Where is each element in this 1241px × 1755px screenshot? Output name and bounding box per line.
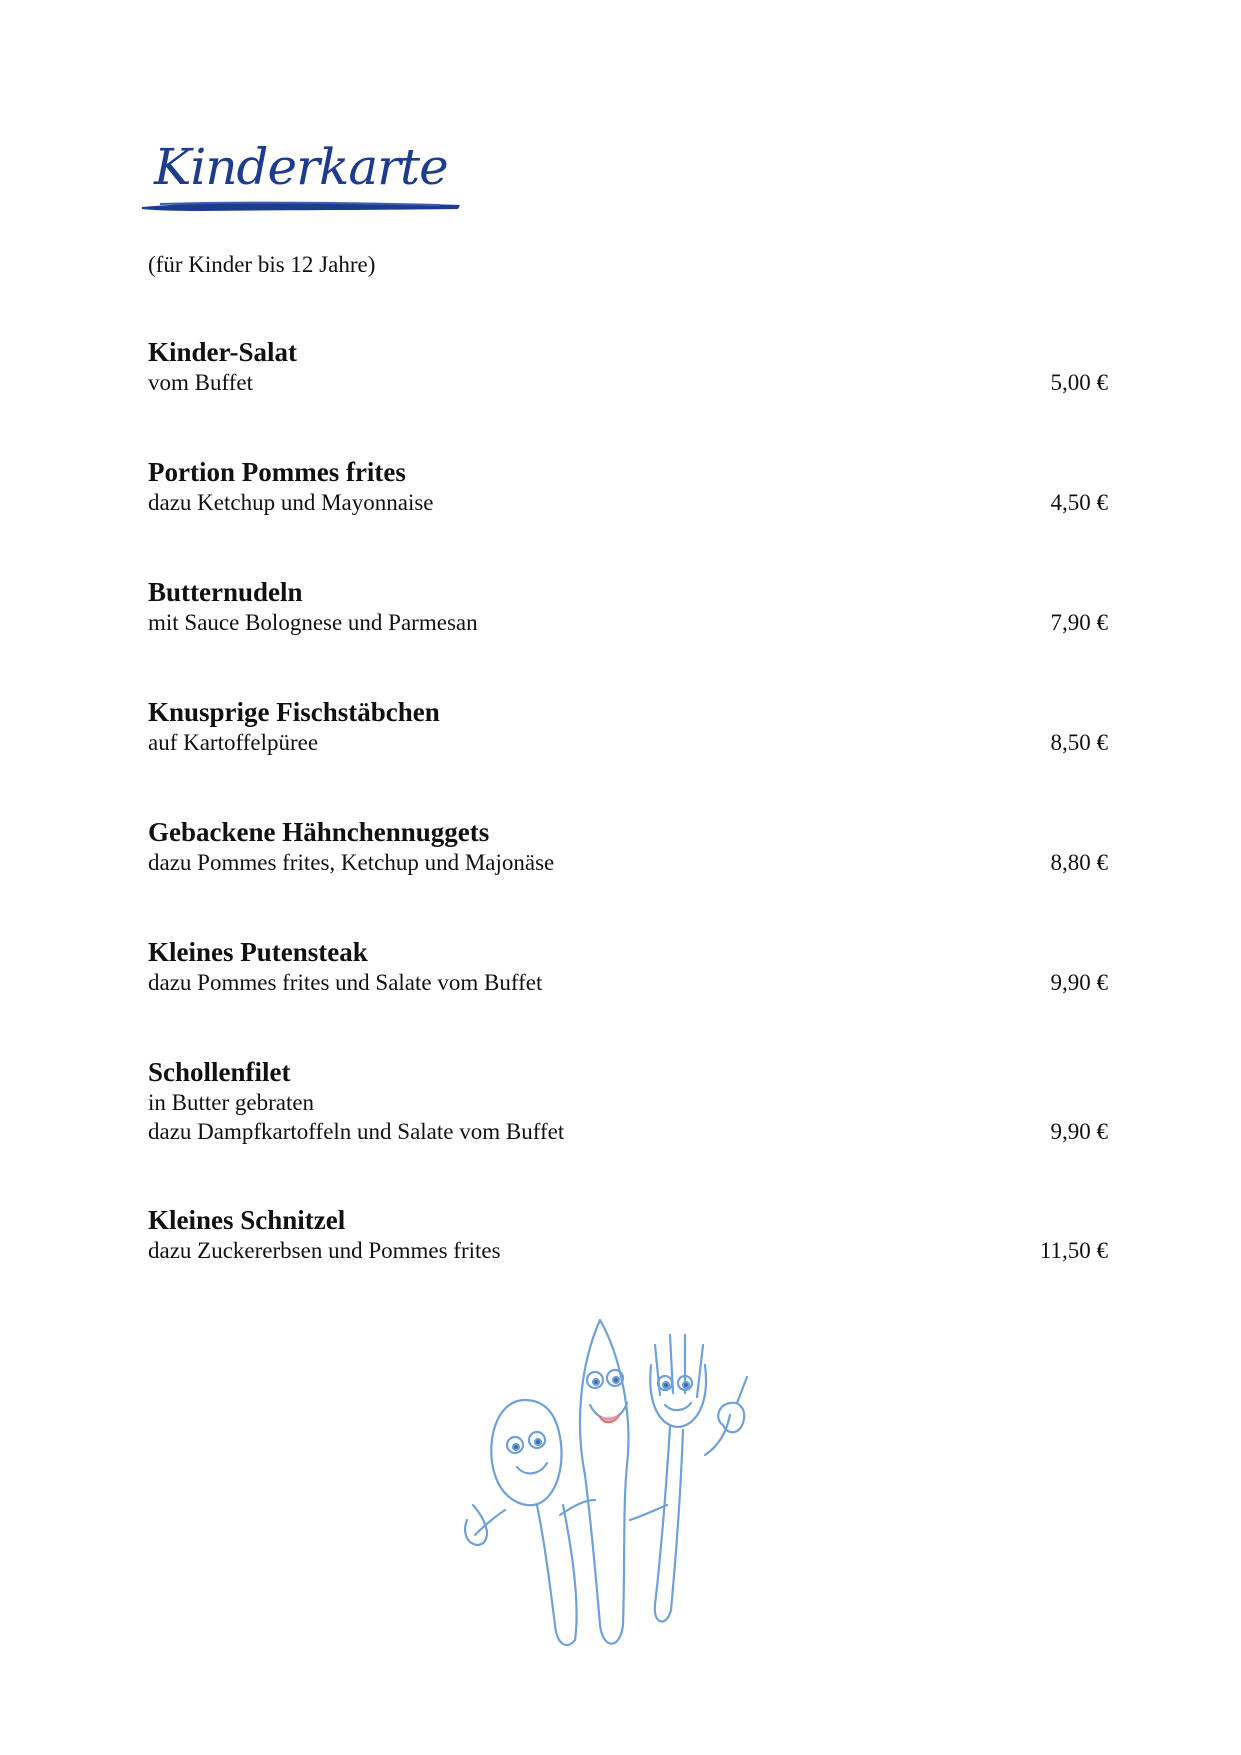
- item-name: Kleines Schnitzel: [148, 1205, 346, 1235]
- menu-item: [148, 456, 1108, 517]
- spoon-icon: [491, 1400, 561, 1505]
- menu-item: [148, 816, 1108, 877]
- item-name: Knusprige Fischstäbchen: [148, 697, 440, 727]
- item-price: 9,90 €: [1050, 970, 1108, 995]
- age-note: (für Kinder bis 12 Jahre): [148, 252, 376, 277]
- item-name: Schollenfilet: [148, 1057, 291, 1087]
- item-description: in Butter gebraten: [148, 1090, 315, 1115]
- item-price: 7,90 €: [1050, 610, 1108, 635]
- item-description: dazu Zuckererbsen und Pommes frites: [148, 1238, 501, 1263]
- cutlery-characters-drawing-icon: [455, 1305, 795, 1665]
- page-title: Kinderkarte: [154, 138, 448, 196]
- menu-item: [148, 336, 1108, 397]
- menu-item: [148, 1204, 1108, 1265]
- item-name: Kleines Putensteak: [148, 937, 368, 967]
- item-description: auf Kartoffelpüree: [148, 730, 319, 755]
- item-description: dazu Ketchup und Mayonnaise: [148, 490, 434, 515]
- menu-item: [148, 936, 1108, 997]
- item-description: dazu Dampfkartoffeln und Salate vom Buffet: [148, 1119, 565, 1144]
- item-name: Portion Pommes frites: [148, 457, 406, 487]
- item-price: 8,80 €: [1050, 850, 1108, 875]
- item-description: dazu Pommes frites und Salate vom Buffet: [148, 970, 543, 995]
- item-name: Gebackene Hähnchennuggets: [148, 817, 490, 847]
- item-price: 8,50 €: [1050, 730, 1108, 755]
- item-name: Kinder-Salat: [148, 337, 298, 367]
- item-description: dazu Pommes frites, Ketchup und Majonäse: [148, 850, 555, 875]
- menu-item: [148, 696, 1108, 757]
- title-block: [140, 132, 470, 232]
- menu-item: [148, 1056, 1108, 1146]
- item-description: mit Sauce Bolognese und Parmesan: [148, 610, 478, 635]
- item-price: 4,50 €: [1050, 490, 1108, 515]
- item-price: 11,50 €: [1039, 1238, 1108, 1263]
- item-price: 9,90 €: [1050, 1119, 1108, 1144]
- item-price: 5,00 €: [1050, 370, 1108, 395]
- item-name: Butternudeln: [148, 577, 303, 607]
- item-description: vom Buffet: [148, 370, 253, 395]
- menu-item: [148, 576, 1108, 637]
- knife-icon: [580, 1320, 628, 1644]
